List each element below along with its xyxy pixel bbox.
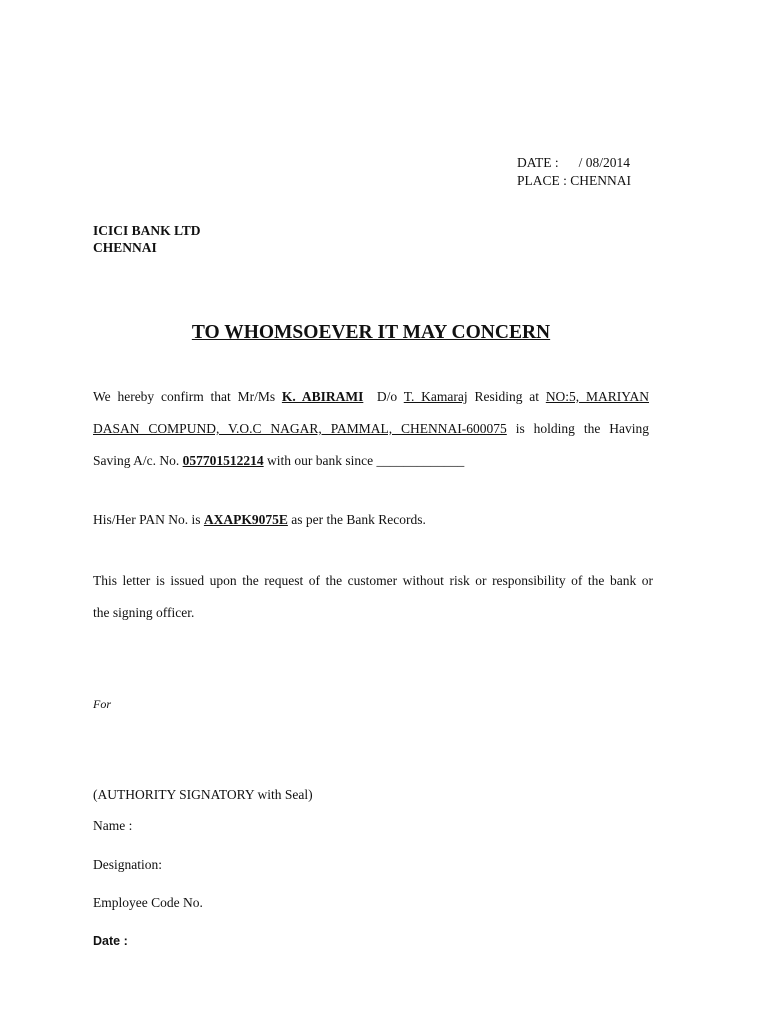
designation-label: Designation: bbox=[93, 857, 162, 872]
paragraph-line: DASAN COMPUND, V.O.C NAGAR, PAMMAL, CHENNAI-600075 is holding the Having bbox=[93, 421, 649, 436]
pan-paragraph bbox=[93, 504, 649, 536]
place-line: PLACE : CHENNAI bbox=[517, 173, 631, 188]
paragraph-line: the signing officer. bbox=[93, 605, 195, 620]
paragraph-line: His/Her PAN No. is AXAPK9075E as per the Bank Records. bbox=[93, 512, 426, 527]
employee-code-label: Employee Code No. bbox=[93, 895, 203, 910]
address-part-2: DASAN COMPUND, V.O.C NAGAR, PAMMAL, CHENNAI-600075 bbox=[93, 421, 507, 436]
recipient-address bbox=[93, 222, 201, 256]
date-label: DATE : bbox=[517, 155, 559, 170]
disclaimer-paragraph bbox=[93, 565, 653, 629]
recipient-city: CHENNAI bbox=[93, 240, 157, 255]
date-place-block bbox=[517, 154, 631, 190]
paragraph-line: We hereby confirm that Mr/Ms K. ABIRAMI D/o T. Kamaraj Residing at NO:5, MARIYAN bbox=[93, 389, 649, 404]
address-part-1: NO:5, MARIYAN bbox=[545, 389, 649, 404]
paragraph-line: This letter is issued upon the request of the customer without risk or responsibility of the bank or bbox=[93, 573, 653, 588]
footer-date-label: Date : bbox=[93, 934, 128, 948]
confirmation-paragraph bbox=[93, 381, 649, 477]
recipient-bank: ICICI BANK LTD bbox=[93, 223, 201, 238]
customer-name: K. ABIRAMI bbox=[281, 389, 364, 404]
name-label: Name : bbox=[93, 818, 133, 833]
for-label: For bbox=[93, 697, 111, 711]
authority-signatory-label: (AUTHORITY SIGNATORY with Seal) bbox=[93, 787, 313, 802]
account-number: 057701512214 bbox=[182, 453, 264, 468]
letter-subject: TO WHOMSOEVER IT MAY CONCERN bbox=[191, 322, 551, 343]
pan-number: AXAPK9075E bbox=[203, 512, 288, 527]
parent-name: T. Kamaraj bbox=[403, 389, 468, 404]
date-line bbox=[517, 154, 631, 172]
paragraph-line: Saving A/c. No. 057701512214 with our bank since _____________ bbox=[93, 453, 465, 468]
date-value: / 08/2014 bbox=[578, 155, 631, 170]
